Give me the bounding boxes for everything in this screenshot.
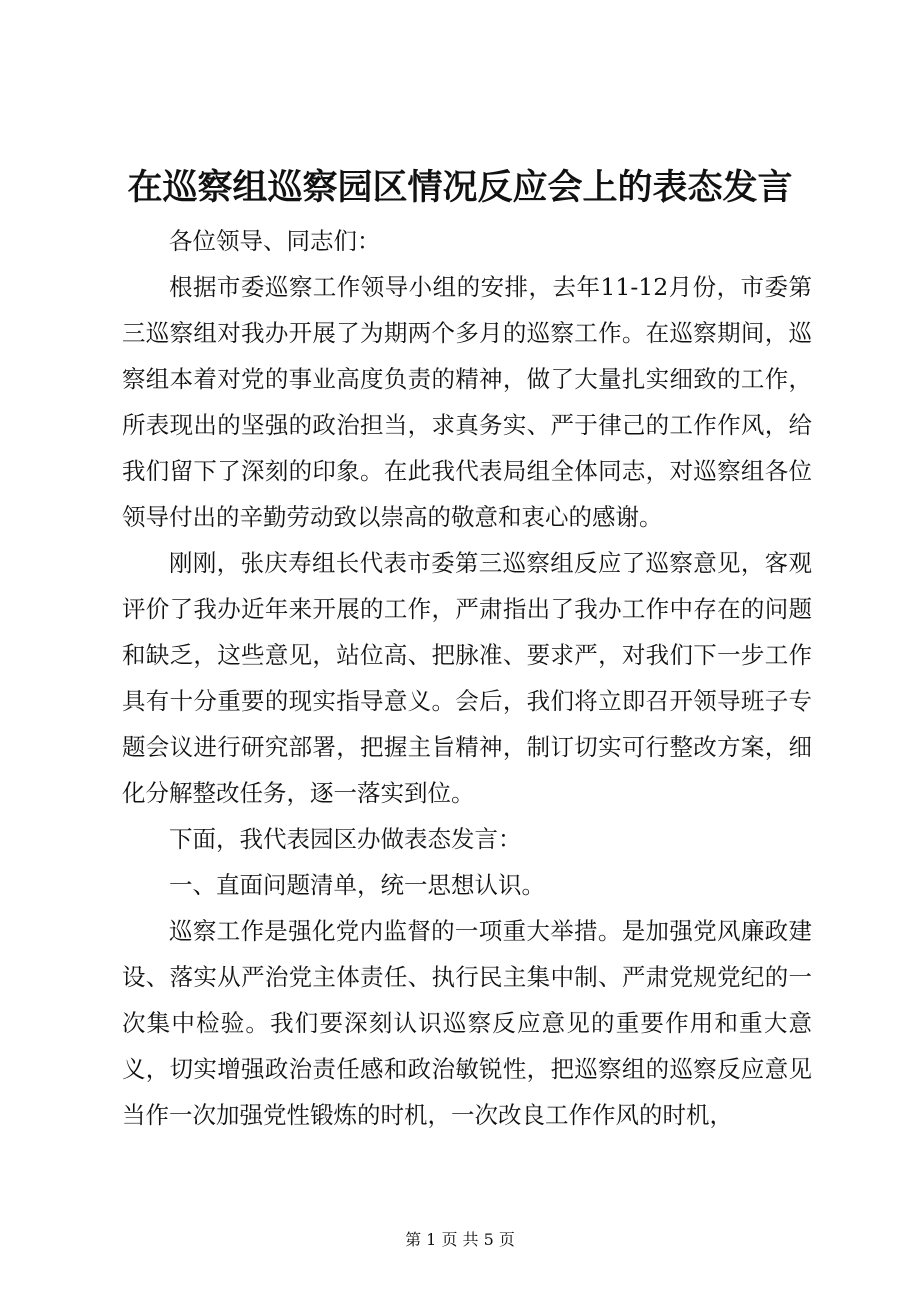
paragraph-background: 根据市委巡察工作领导小组的安排，去年11-12月份，市委第三巡察组对我办开展了为期两个多月的巡察工作。在巡察期间，巡察组本着对党的事业高度负责的精神，做了大量扎实细致的工作，所表现出的坚强的政治担当，求真务实、严于律己的工作作风，给我们留下了深刻的印象。在此我代表局组全体同志，对巡察组各位领导付出的辛勤劳动致以崇高的敬意和衷心的感谢。 bbox=[122, 273, 812, 531]
paragraph-salutation: 各位领导、同志们： bbox=[169, 227, 381, 255]
paragraph-intro-statement: 下面，我代表园区办做表态发言： bbox=[169, 825, 522, 853]
document-title: 在巡察组巡察园区情况反应会上的表态发言 bbox=[127, 167, 793, 208]
paragraph-section-heading-1: 一、直面问题清单，统一思想认识。 bbox=[169, 871, 545, 899]
page-footer: 第 1 页 共 5 页 bbox=[405, 1230, 515, 1249]
paragraph-section-1-body: 巡察工作是强化党内监督的一项重大举措。是加强党风廉政建设、落实从严治党主体责任、执行民主集中制、严肃党规党纪的一次集中检验。我们要深刻认识巡察反应意见的重要作用和重大意义，切实增强政治责任感和政治敏锐性，把巡察组的巡察反应意见当作一次加强党性锻炼的时机，一次改良工作作风的时机， bbox=[122, 917, 812, 1129]
paragraph-feedback: 刚刚，张庆寿组长代表市委第三巡察组反应了巡察意见，客观评价了我办近年来开展的工作，严肃指出了我办工作中存在的问题和缺乏，这些意见，站位高、把脉准、要求严，对我们下一步工作具有十分重要的现实指导意义。会后，我们将立即召开领导班子专题会议进行研究部署，把握主旨精神，制订切实可行整改方案，细化分解整改任务，逐一落实到位。 bbox=[122, 549, 812, 807]
document-body bbox=[122, 218, 812, 1138]
